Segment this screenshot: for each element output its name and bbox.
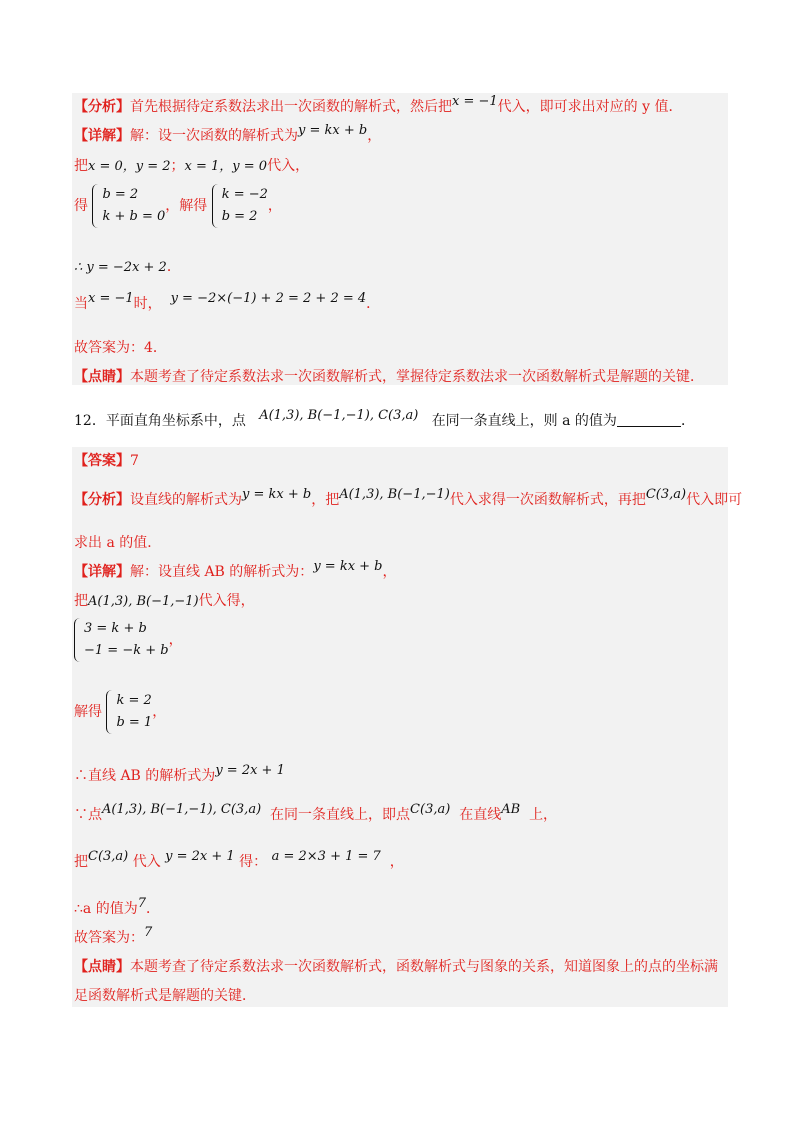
q12-solve <box>74 690 166 734</box>
q12-analysis <box>74 487 743 511</box>
when-math: x = −1 <box>88 291 134 306</box>
when-pre: 当 <box>74 296 88 312</box>
sub2-math-2: y = 2x + 1 <box>165 849 235 864</box>
system-1-end: ， <box>168 632 183 648</box>
analysis-math: x = −1 <box>452 94 498 109</box>
q12-substitute-c <box>74 849 404 873</box>
because-math: A(1,3), B(−1,−1), C(3,a) <box>102 802 262 817</box>
system-1-row-2: −1 = −k + b <box>84 643 169 658</box>
solve-pre: 解得 <box>74 704 102 720</box>
sub2-math-1: C(3,a) <box>88 849 129 864</box>
answer-value: 7 <box>130 453 139 469</box>
subst-post: 代入， <box>267 158 310 174</box>
line-pre: ∴直线 AB 的解析式为 <box>74 768 216 784</box>
system-1-row-1: b = 2 <box>102 187 139 202</box>
answer-tag: 【答案】 <box>74 453 130 469</box>
q11-evaluate <box>74 291 381 315</box>
detail-end: ， <box>382 564 397 580</box>
solve-end: ， <box>152 704 167 720</box>
system-mid: ，解得 <box>165 198 208 214</box>
comment-text: 本题考查了待定系数法求一次函数解析式，掌握待定系数法求一次函数解析式是解题的关键． <box>130 369 704 385</box>
analysis-text: 首先根据待定系数法求出一次函数的解析式，然后把 <box>130 99 452 115</box>
detail-text: 解：设一次函数的解析式为 <box>130 128 298 144</box>
sub2-end: ， <box>389 854 404 870</box>
system-de: 得 <box>74 198 88 214</box>
because-math-2: C(3,a) <box>410 802 451 817</box>
result-math: ∴ y = −2x + 2 <box>74 260 167 275</box>
q12-answer <box>74 451 139 471</box>
equation-system-2 <box>212 184 268 228</box>
q12-analysis-cont <box>74 533 161 553</box>
system-end: ， <box>267 198 282 214</box>
comment-tag: 【点睛】 <box>74 959 130 975</box>
when-end: ． <box>366 296 381 312</box>
q12-because <box>74 802 558 826</box>
because-pre: ∵点 <box>74 807 102 823</box>
answer-blank <box>617 412 681 427</box>
final-value: 7 <box>144 925 153 940</box>
system-1-row-1: 3 = k + b <box>84 621 147 636</box>
system-2-row-2: b = 1 <box>116 715 153 730</box>
analysis-math-1: y = kx + b <box>242 487 312 502</box>
when-calc: y = −2×(−1) + 2 = 2 + 2 = 4 <box>170 291 367 306</box>
detail-text: 解：设直线 AB 的解析式为： <box>130 564 314 580</box>
q12-conclusion <box>74 896 160 920</box>
q11-comment <box>74 367 704 387</box>
q12-substitution <box>74 591 255 612</box>
equation-system-2 <box>106 690 152 734</box>
line-math: y = 2x + 1 <box>215 763 285 778</box>
subst-sep: ； <box>170 158 185 174</box>
system-2-row-1: k = −2 <box>221 187 268 202</box>
conclusion-value: 7 <box>137 896 146 911</box>
analysis-b: ，把 <box>311 492 340 508</box>
sub2-pre: 把 <box>74 854 88 870</box>
when-mid: 时， <box>133 296 162 312</box>
analysis-tail: 代入，即可求出对应的 y 值． <box>497 99 683 115</box>
stem-math: A(1,3), B(−1,−1), C(3,a) <box>259 408 419 423</box>
q12-comment-cont <box>74 986 256 1006</box>
subst-pre: 把 <box>74 158 88 174</box>
subst-math-2: x = 1，y = 0 <box>184 159 268 174</box>
answer-text: 故答案为：4． <box>74 340 167 356</box>
comment-tag: 【点睛】 <box>74 369 130 385</box>
subst-post: 代入得， <box>198 593 255 609</box>
q12-comment <box>74 957 718 977</box>
q11-substitution <box>74 156 309 177</box>
conclusion-end: ． <box>146 901 160 917</box>
q12-stem <box>74 408 695 432</box>
stem-post: 在同一条直线上，则 a 的值为 <box>431 413 617 429</box>
result-end: ． <box>166 259 181 275</box>
because-mid-2: 在直线 <box>459 807 502 823</box>
conclusion-text: ∴a 的值为 <box>74 901 138 917</box>
analysis-a: 设直线的解析式为 <box>130 492 242 508</box>
solution-panel-q12 <box>72 447 728 1007</box>
analysis-tag: 【分析】 <box>74 99 130 115</box>
because-end: 上， <box>529 807 558 823</box>
equation-system-1 <box>92 184 165 228</box>
system-2-row-2: b = 2 <box>221 209 258 224</box>
system-1-row-2: k + b = 0 <box>102 209 166 224</box>
comment-line-1: 本题考查了待定系数法求一次函数解析式，函数解析式与图象的关系，知道图象上的点的坐标满 <box>130 959 718 975</box>
detail-math: y = kx + b <box>298 123 368 138</box>
q11-analysis <box>74 94 683 118</box>
analysis-line-2: 求出 a 的值． <box>74 535 162 551</box>
analysis-c: 代入求得一次函数解析式，再把 <box>449 492 646 508</box>
detail-end: ， <box>367 128 382 144</box>
because-mid: 在同一条直线上，即点 <box>270 807 411 823</box>
q11-system <box>74 184 282 228</box>
detail-tag: 【详解】 <box>74 564 130 580</box>
comment-line-2: 足函数解析式是解题的关键． <box>74 988 256 1004</box>
final-text: 故答案为： <box>74 930 144 946</box>
subst-pre: 把 <box>74 593 88 609</box>
detail-tag: 【详解】 <box>74 128 130 144</box>
analysis-math-3: C(3,a) <box>645 487 687 502</box>
q12-line-result <box>74 763 285 787</box>
analysis-d: 代入即可 <box>686 492 743 508</box>
sub2-mid-2: 得： <box>239 854 268 870</box>
equation-system-1 <box>74 618 169 662</box>
sub2-math-3: a = 2×3 + 1 = 7 <box>271 849 381 864</box>
q12-system-1 <box>74 618 183 662</box>
q12-final <box>74 925 153 949</box>
subst-math: A(1,3), B(−1,−1) <box>88 594 199 609</box>
stem-end: ． <box>680 413 695 429</box>
q11-detail <box>74 123 382 147</box>
analysis-math-2: A(1,3), B(−1,−1) <box>339 487 450 502</box>
q11-result <box>74 257 181 278</box>
subst-math-1: x = 0，y = 2 <box>88 159 171 174</box>
because-math-3: AB <box>501 802 521 817</box>
q11-answer <box>74 338 167 358</box>
analysis-tag: 【分析】 <box>74 492 130 508</box>
sub2-mid: 代入 <box>132 854 161 870</box>
detail-math: y = kx + b <box>313 559 383 574</box>
stem-pre: 12．平面直角坐标系中，点 <box>74 413 246 429</box>
system-2-row-1: k = 2 <box>116 693 152 708</box>
q12-detail <box>74 559 397 583</box>
